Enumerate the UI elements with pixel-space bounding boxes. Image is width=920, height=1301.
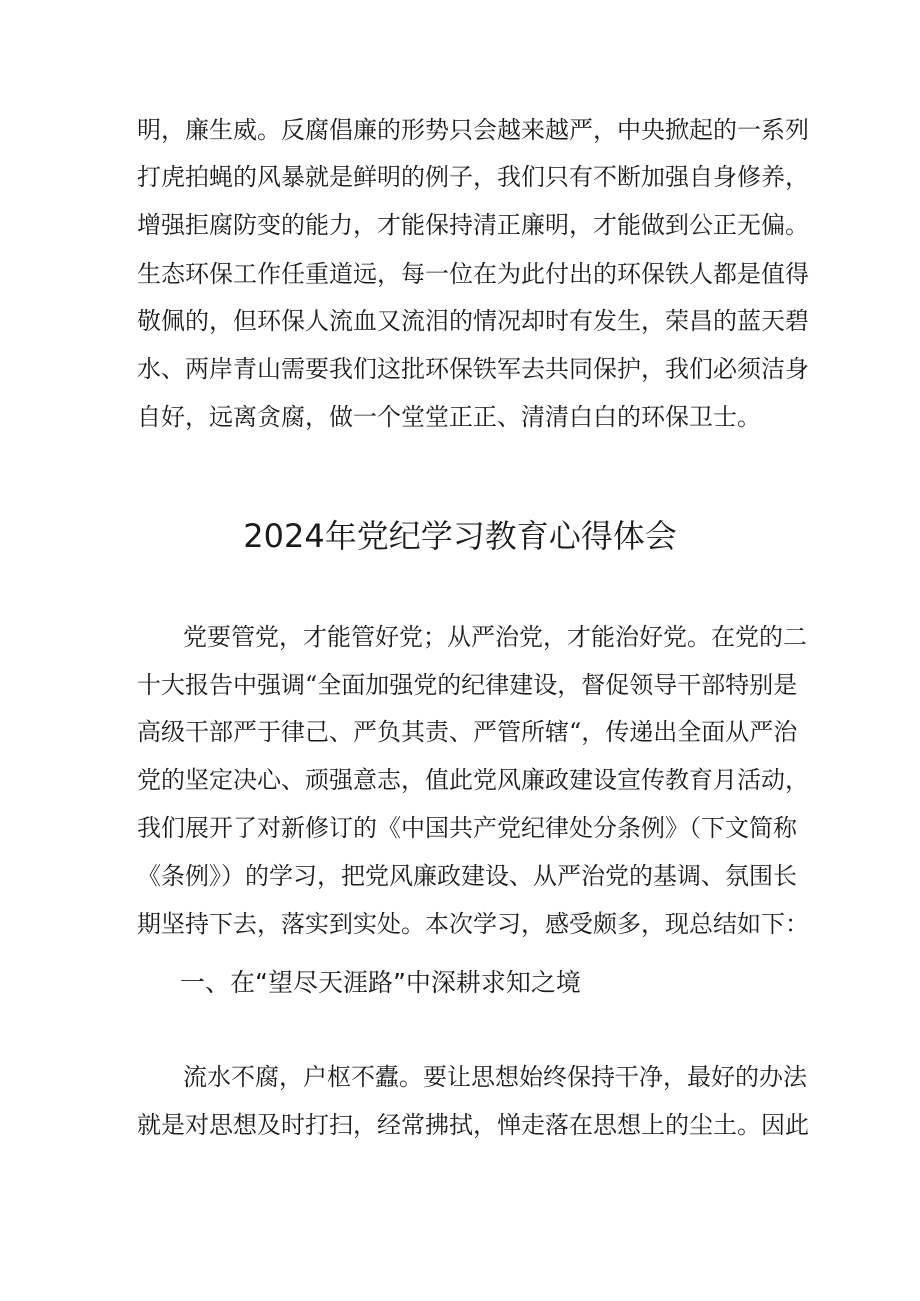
- document-title: 2024年党纪学习教育心得体会: [243, 517, 677, 555]
- paragraph-line: 高级干部严于律己、严负其责、严管所辖“，传递出全面从严治: [137, 718, 798, 746]
- paragraph-line: 就是对思想及时打扫，经常拂拭，惮走落在思想上的尘土。因此: [137, 1111, 809, 1139]
- paragraph-line: 十大报告中强调“全面加强党的纪律建设，督促领导干部特别是: [137, 671, 798, 699]
- paragraph-line: 党要管党，才能管好党；从严治党，才能治好党。在党的二: [183, 623, 807, 651]
- paragraph-line: 党的坚定决心、顽强意志，值此党风廉政建设宣传教育月活动，: [137, 766, 809, 794]
- paragraph-line: 流水不腐，户枢不蠹。要让思想始终保持干净，最好的办法: [183, 1063, 807, 1091]
- paragraph-line: 打虎拍蝇的风暴就是鲜明的例子，我们只有不断加强自身修养，: [137, 163, 809, 191]
- paragraph-line: 《条例》）的学习，把党风廉政建设、从严治党的基调、氛围长: [137, 862, 797, 890]
- paragraph-line: 期坚持下去，落实到实处。本次学习，感受颇多，现总结如下：: [137, 910, 809, 938]
- paragraph-line: 水、两岸青山需要我们这批环保铁军去共同保护，我们必须洁身: [137, 355, 809, 383]
- paragraph-line: 明，廉生威。反腐倡廉的形势只会越来越严，中央掀起的一系列: [137, 116, 809, 144]
- paragraph-line: 自好，远离贪腐，做一个堂堂正正、清清白白的环保卫士。: [137, 403, 761, 431]
- section-heading: 一、在“望尽天涯路”中深耕求知之境: [180, 968, 581, 997]
- paragraph-line: 敬佩的，但环保人流血又流泪的情况却时有发生，荣昌的蓝天碧: [137, 307, 809, 335]
- paragraph-line: 我们展开了对新修订的《中国共产党纪律处分条例》（下文简称: [137, 814, 797, 842]
- paragraph-line: 增强拒腐防变的能力，才能保持清正廉明，才能做到公正无偏。: [137, 211, 809, 239]
- paragraph-line: 生态环保工作任重道远，每一位在为此付出的环保铁人都是值得: [137, 260, 809, 288]
